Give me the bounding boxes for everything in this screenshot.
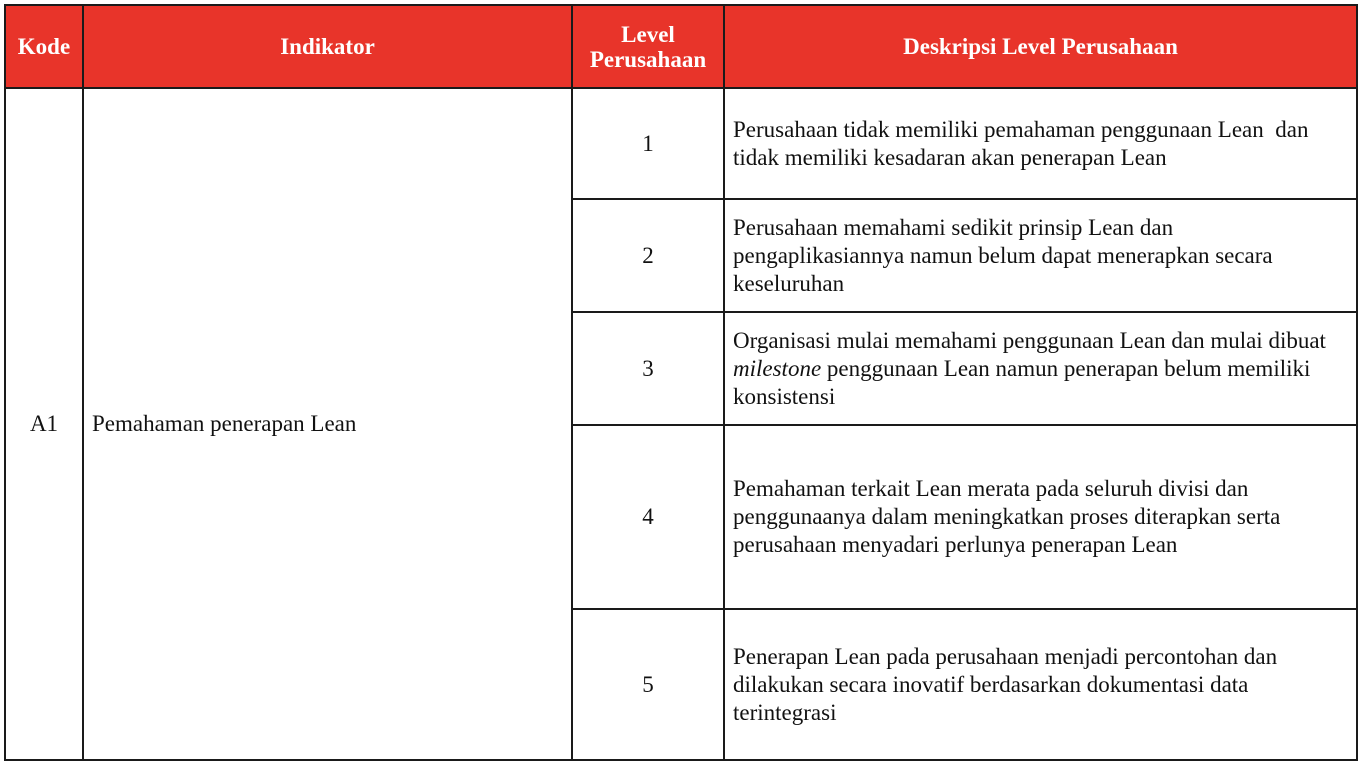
level-cell: 4 [572,425,724,609]
header-indikator: Indikator [83,5,572,88]
description-text-before: Organisasi mulai memahami penggunaan Lean dan mulai dibuat [733,327,1332,353]
description-text: Perusahaan tidak memiliki pemahaman penggunaan Lean dan tidak memiliki kesadaran akan penerapan Lean [733,116,1315,170]
description-text: Perusahaan memahami sedikit prinsip Lean dan pengaplikasiannya namun belum dapat menerapkan secara keseluruhan [733,214,1273,296]
description-cell [724,312,1357,425]
description-text-after: penggunaan Lean namun penerapan belum memiliki konsistensi [733,355,1317,409]
header-level-perusahaan [572,5,724,88]
header-deskripsi: Deskripsi Level Perusahaan [724,5,1357,88]
kode-cell: A1 [5,88,83,760]
level-cell: 2 [572,199,724,312]
description-text [733,328,1332,409]
header-level-line1: Level [621,21,675,47]
indikator-cell: Pemahaman penerapan Lean [83,88,572,760]
level-cell: 1 [572,88,724,199]
level-cell: 5 [572,609,724,760]
description-text: Penerapan Lean pada perusahaan menjadi percontohan dan dilakukan secara inovatif berdasarkan dokumentasi data terintegrasi [733,643,1278,725]
table-row [5,88,1357,199]
description-text: Pemahaman terkait Lean merata pada seluruh divisi dan penggunaanya dalam meningkatkan proses diterapkan serta perusahaan menyadari perlunya penerapan Lean [733,476,1281,557]
description-cell [724,88,1357,199]
description-cell [724,609,1357,760]
table-header-row [5,5,1357,88]
description-cell [724,199,1357,312]
maturity-level-table [4,4,1358,761]
level-cell: 3 [572,312,724,425]
description-cell [724,425,1357,609]
header-level-line2: Perusahaan [589,46,707,72]
header-kode: Kode [5,5,83,88]
description-text-emphasis: milestone [733,355,822,381]
